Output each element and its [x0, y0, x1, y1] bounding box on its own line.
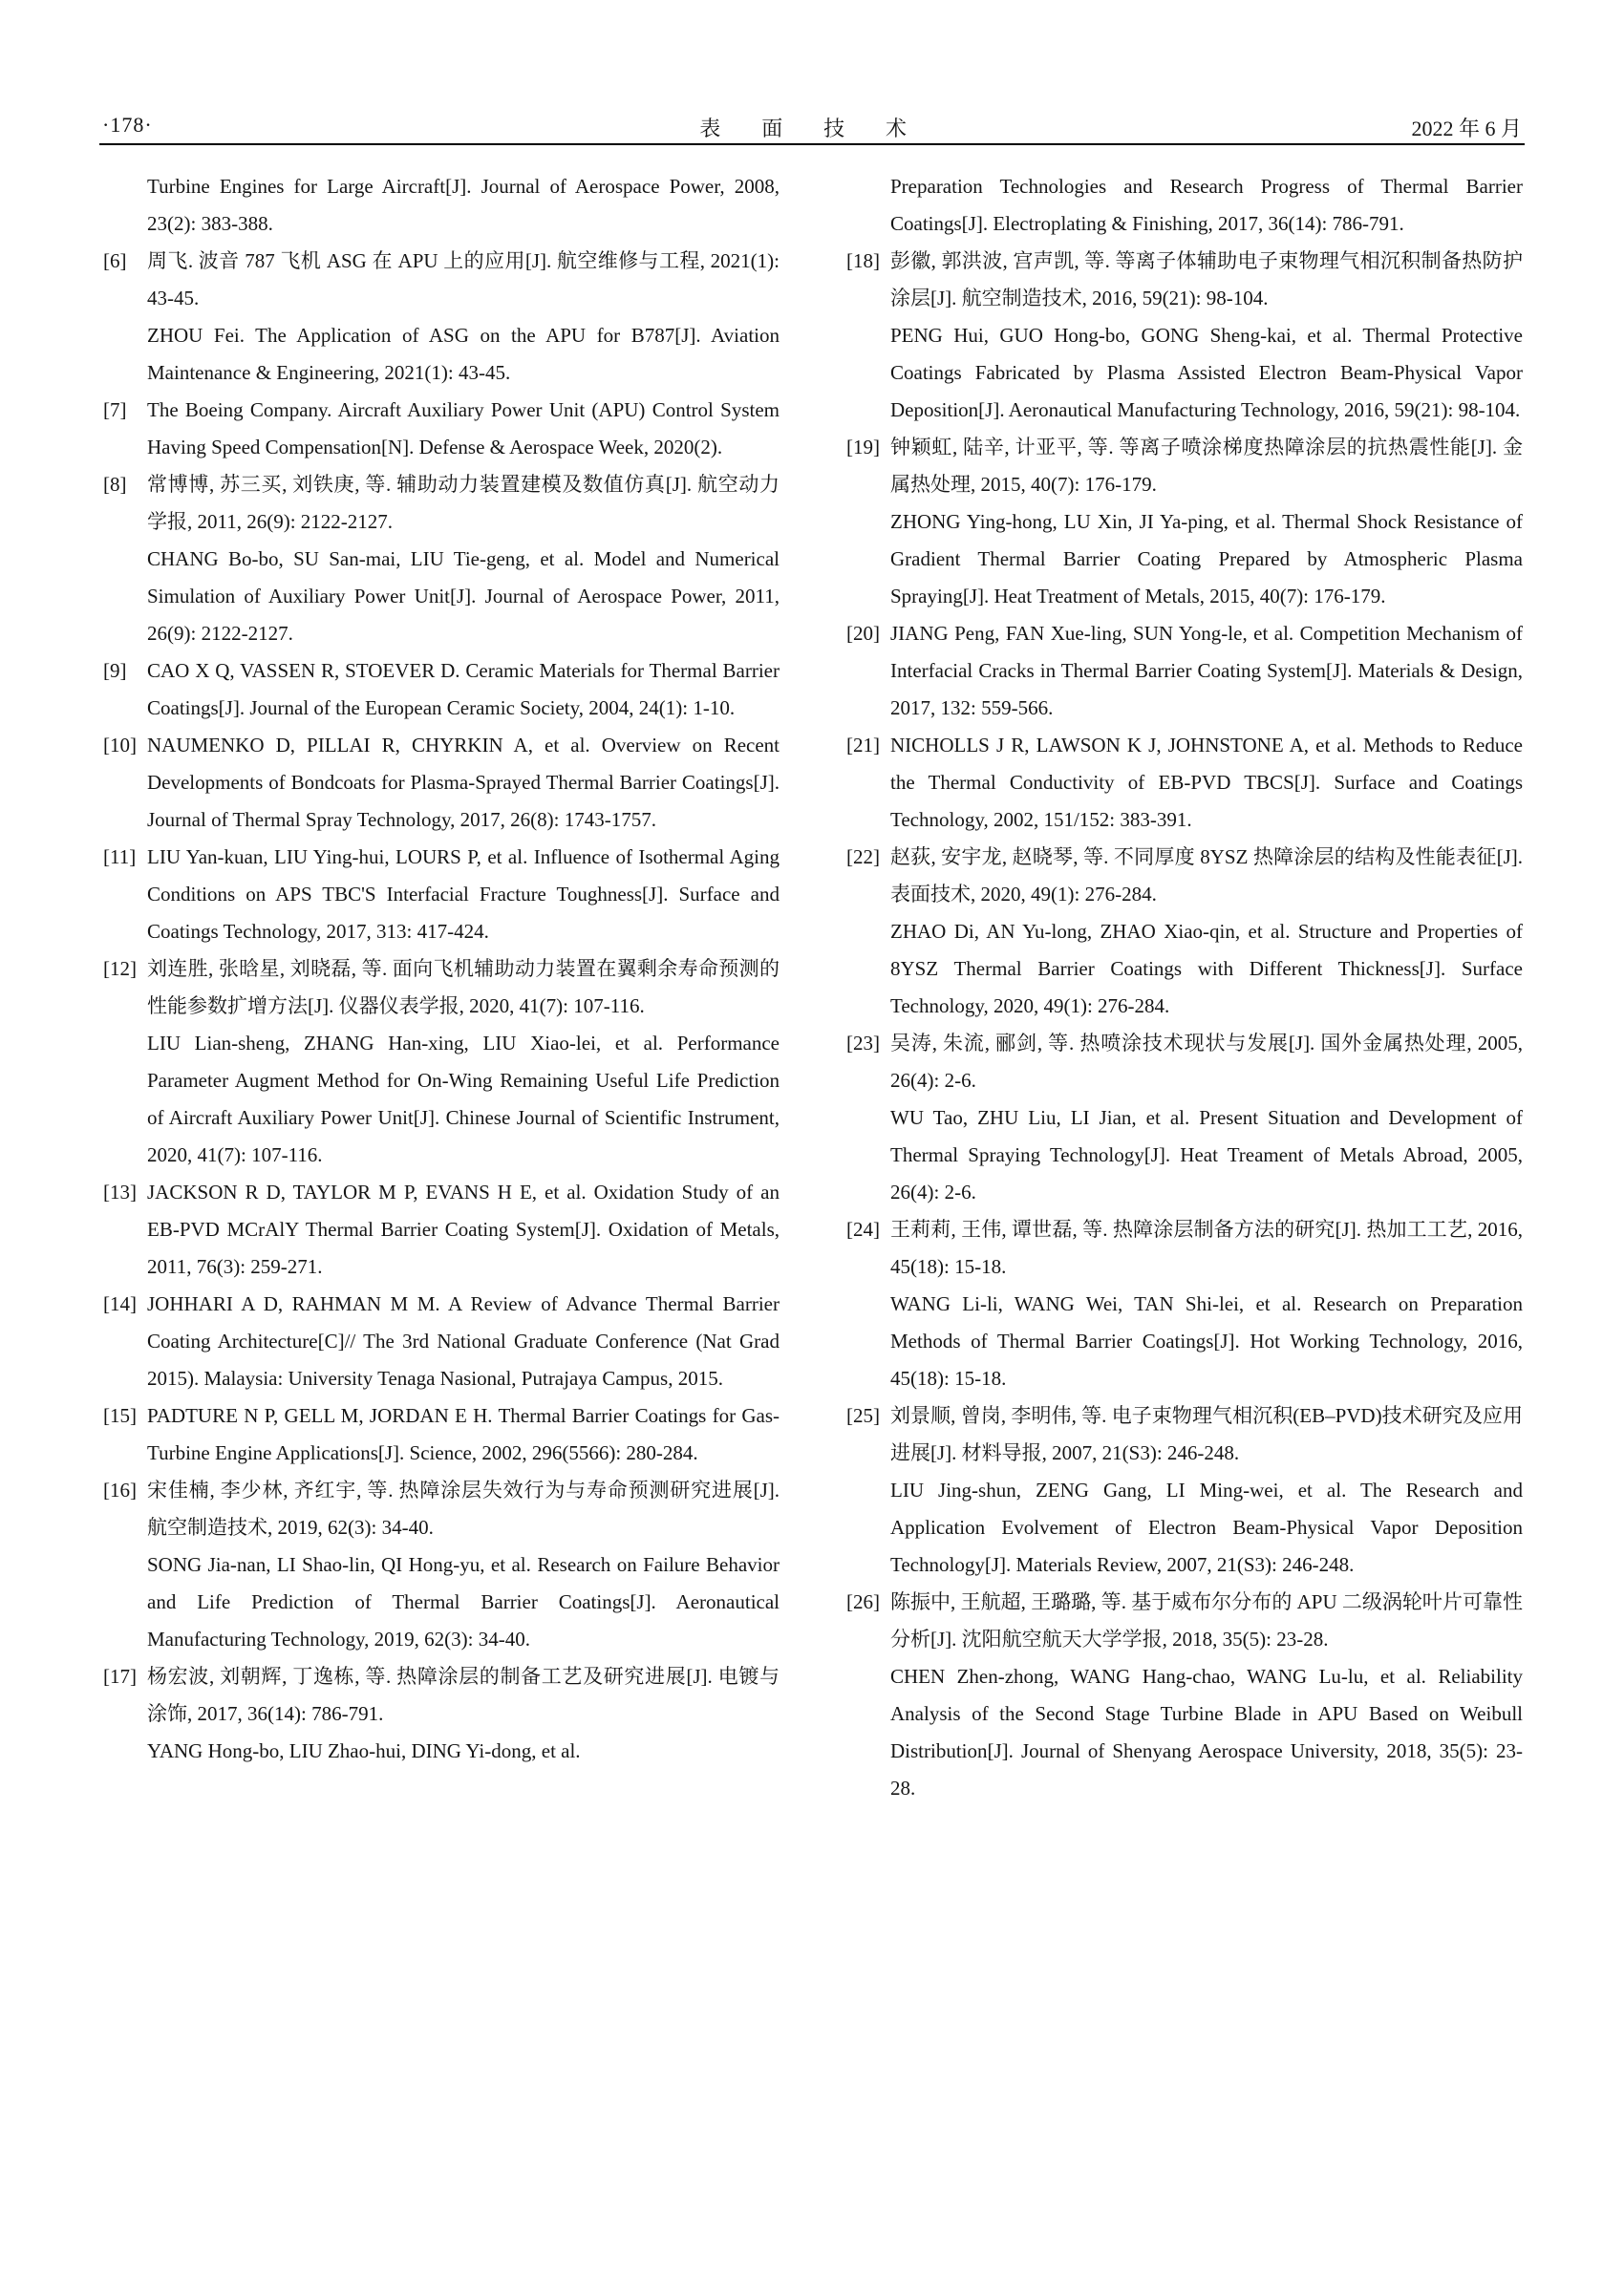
- reference-item: [846, 839, 1523, 1025]
- reference-number: [9]: [103, 659, 127, 682]
- reference-number: [11]: [103, 845, 137, 868]
- reference-item: [846, 429, 1523, 615]
- reference-text: [147, 168, 780, 243]
- header-divider-rule: [99, 143, 1525, 145]
- reference-text: [890, 243, 1523, 429]
- reference-paragraph: 赵荻, 安宇龙, 赵晓琴, 等. 不同厚度 8YSZ 热障涂层的结构及性能表征[J]. 表面技术, 2020, 49(1): 276-284.: [890, 845, 1523, 906]
- reference-paragraph: 杨宏波, 刘朝辉, 丁逸栋, 等. 热障涂层的制备工艺及研究进展[J]. 电镀与涂饰, 2017, 36(14): 786-791.: [147, 1665, 780, 1725]
- reference-text: [890, 615, 1523, 727]
- reference-text: [147, 243, 780, 392]
- page-number: ·178·: [102, 113, 153, 137]
- reference-item: [846, 615, 1523, 727]
- reference-text: [890, 1211, 1523, 1397]
- reference-paragraph: ZHOU Fei. The Application of ASG on the APU for B787[J]. Aviation Maintenance & Engineering, 2021(1): 43-45.: [147, 324, 780, 384]
- reference-text: [147, 1472, 780, 1658]
- reference-paragraph: ZHAO Di, AN Yu-long, ZHAO Xiao-qin, et al. Structure and Properties of 8YSZ Thermal Barrier Coatings with Different Thickness[J]. Surface Technology, 2020, 49(1): 276-284.: [890, 920, 1523, 1017]
- reference-paragraph: 刘景顺, 曾岗, 李明伟, 等. 电子束物理气相沉积(EB–PVD)技术研究及应用进展[J]. 材料导报, 2007, 21(S3): 246-248.: [890, 1404, 1523, 1464]
- reference-number: [17]: [103, 1665, 137, 1688]
- reference-paragraph: Turbine Engines for Large Aircraft[J]. Journal of Aerospace Power, 2008, 23(2): 383-388.: [147, 175, 780, 235]
- reference-text: [890, 1025, 1523, 1211]
- reference-text: [890, 429, 1523, 615]
- reference-number: [20]: [846, 622, 880, 645]
- reference-text: [890, 839, 1523, 1025]
- reference-number: [25]: [846, 1404, 880, 1427]
- references-left-column: [103, 168, 780, 1770]
- reference-number: [21]: [846, 734, 880, 756]
- reference-number: [22]: [846, 845, 880, 868]
- reference-paragraph: 常博博, 苏三买, 刘铁庚, 等. 辅助动力装置建模及数值仿真[J]. 航空动力学报, 2011, 26(9): 2122-2127.: [147, 473, 780, 533]
- reference-text: [147, 727, 780, 839]
- reference-item: [103, 727, 780, 839]
- reference-number: [8]: [103, 473, 127, 496]
- reference-item: [103, 839, 780, 950]
- reference-number: [15]: [103, 1404, 137, 1427]
- reference-paragraph: JOHHARI A D, RAHMAN M M. A Review of Advance Thermal Barrier Coating Architecture[C]// The 3rd National Graduate Conference (Nat Grad 2015). Malaysia: University Tenaga Nasional, Putrajaya Campus, 2015.: [147, 1292, 780, 1390]
- reference-paragraph: ZHONG Ying-hong, LU Xin, JI Ya-ping, et al. Thermal Shock Resistance of Gradient Thermal Barrier Coating Prepared by Atmospheric Plasma Spraying[J]. Heat Treatment of Metals, 2015, 40(7): 176-179.: [890, 510, 1523, 607]
- reference-paragraph: 陈振中, 王航超, 王璐璐, 等. 基于威布尔分布的 APU 二级涡轮叶片可靠性分析[J]. 沈阳航空航天大学学报, 2018, 35(5): 23-28.: [890, 1590, 1523, 1651]
- reference-paragraph: WU Tao, ZHU Liu, LI Jian, et al. Present Situation and Development of Thermal Spraying Technology[J]. Heat Treament of Metals Abroad, 2005, 26(4): 2-6.: [890, 1106, 1523, 1204]
- reference-paragraph: 钟颖虹, 陆辛, 计亚平, 等. 等离子喷涂梯度热障涂层的抗热震性能[J]. 金属热处理, 2015, 40(7): 176-179.: [890, 436, 1523, 496]
- reference-paragraph: LIU Yan-kuan, LIU Ying-hui, LOURS P, et al. Influence of Isothermal Aging Conditions on APS TBC'S Interfacial Fracture Toughness[J]. Surface and Coatings Technology, 2017, 313: 417-424.: [147, 845, 780, 943]
- reference-item: [846, 168, 1523, 243]
- reference-number: [26]: [846, 1590, 880, 1613]
- reference-item: [846, 1397, 1523, 1584]
- reference-text: [890, 727, 1523, 839]
- reference-paragraph: NICHOLLS J R, LAWSON K J, JOHNSTONE A, et al. Methods to Reduce the Thermal Conductivity of EB-PVD TBCS[J]. Surface and Coatings Technology, 2002, 151/152: 383-391.: [890, 734, 1523, 831]
- reference-text: [147, 950, 780, 1174]
- reference-item: [103, 1397, 780, 1472]
- reference-number: [10]: [103, 734, 137, 756]
- reference-text: [147, 466, 780, 652]
- reference-paragraph: CAO X Q, VASSEN R, STOEVER D. Ceramic Materials for Thermal Barrier Coatings[J]. Journal of the European Ceramic Society, 2004, 24(1): 1-10.: [147, 659, 780, 719]
- reference-item: [103, 652, 780, 727]
- reference-paragraph: JIANG Peng, FAN Xue-ling, SUN Yong-le, et al. Competition Mechanism of Interfacial Cracks in Thermal Barrier Coating System[J]. Materials & Design, 2017, 132: 559-566.: [890, 622, 1523, 719]
- reference-item: [103, 950, 780, 1174]
- page-header: [102, 111, 1522, 143]
- reference-item: [103, 1286, 780, 1397]
- reference-number: [13]: [103, 1181, 137, 1204]
- reference-paragraph: PENG Hui, GUO Hong-bo, GONG Sheng-kai, et al. Thermal Protective Coatings Fabricated by Plasma Assisted Electron Beam-Physical Vapor Deposition[J]. Aeronautical Manufacturing Technology, 2016, 59(21): 98-104.: [890, 324, 1523, 421]
- reference-text: [147, 392, 780, 466]
- reference-number: [23]: [846, 1032, 880, 1055]
- reference-item: [846, 1025, 1523, 1211]
- reference-text: [147, 1174, 780, 1286]
- reference-paragraph: 周飞. 波音 787 飞机 ASG 在 APU 上的应用[J]. 航空维修与工程, 2021(1): 43-45.: [147, 249, 780, 309]
- reference-paragraph: 宋佳楠, 李少林, 齐红宇, 等. 热障涂层失效行为与寿命预测研究进展[J]. 航空制造技术, 2019, 62(3): 34-40.: [147, 1479, 780, 1539]
- reference-text: [147, 1286, 780, 1397]
- reference-paragraph: CHANG Bo-bo, SU San-mai, LIU Tie-geng, et al. Model and Numerical Simulation of Auxiliary Power Unit[J]. Journal of Aerospace Power, 2011, 26(9): 2122-2127.: [147, 547, 780, 645]
- reference-item: [846, 243, 1523, 429]
- reference-text: [890, 168, 1523, 243]
- reference-paragraph: LIU Lian-sheng, ZHANG Han-xing, LIU Xiao-lei, et al. Performance Parameter Augment Method for On-Wing Remaining Useful Life Prediction of Aircraft Auxiliary Power Unit[J]. Chinese Journal of Scientific Instrument, 2020, 41(7): 107-116.: [147, 1032, 780, 1166]
- reference-item: [846, 727, 1523, 839]
- reference-number: [16]: [103, 1479, 137, 1502]
- reference-number: [19]: [846, 436, 880, 458]
- reference-number: [6]: [103, 249, 127, 272]
- reference-text: [147, 839, 780, 950]
- reference-paragraph: SONG Jia-nan, LI Shao-lin, QI Hong-yu, et al. Research on Failure Behavior and Life Prediction of Thermal Barrier Coatings[J]. Aeronautical Manufacturing Technology, 2019, 62(3): 34-40.: [147, 1553, 780, 1651]
- reference-number: [12]: [103, 957, 137, 980]
- reference-item: [103, 392, 780, 466]
- reference-item: [846, 1584, 1523, 1807]
- reference-item: [103, 1472, 780, 1658]
- reference-paragraph: 吴涛, 朱流, 郦剑, 等. 热喷涂技术现状与发展[J]. 国外金属热处理, 2005, 26(4): 2-6.: [890, 1032, 1523, 1092]
- reference-item: [103, 1658, 780, 1770]
- reference-paragraph: 彭徽, 郭洪波, 宫声凯, 等. 等离子体辅助电子束物理气相沉积制备热防护涂层[J]. 航空制造技术, 2016, 59(21): 98-104.: [890, 249, 1523, 309]
- reference-paragraph: YANG Hong-bo, LIU Zhao-hui, DING Yi-dong, et al.: [147, 1739, 581, 1762]
- reference-item: [103, 243, 780, 392]
- reference-number: [18]: [846, 249, 880, 272]
- reference-item: [103, 1174, 780, 1286]
- reference-text: [147, 1658, 780, 1770]
- reference-number: [24]: [846, 1218, 880, 1241]
- reference-paragraph: The Boeing Company. Aircraft Auxiliary Power Unit (APU) Control System Having Speed Compensation[N]. Defense & Aerospace Week, 2020(2).: [147, 398, 780, 458]
- references-content: [103, 168, 1523, 1807]
- references-right-column: [846, 168, 1523, 1807]
- reference-text: [890, 1584, 1523, 1807]
- reference-paragraph: CHEN Zhen-zhong, WANG Hang-chao, WANG Lu-lu, et al. Reliability Analysis of the Second Stage Turbine Blade in APU Based on Weibull Distribution[J]. Journal of Shenyang Aerospace University, 2018, 35(5): 23-28.: [890, 1665, 1523, 1800]
- journal-title: 表 面 技 术: [699, 117, 925, 140]
- reference-item: [103, 168, 780, 243]
- reference-text: [147, 1397, 780, 1472]
- reference-paragraph: LIU Jing-shun, ZENG Gang, LI Ming-wei, et al. The Research and Application Evolvement of Electron Beam-Physical Vapor Deposition Technology[J]. Materials Review, 2007, 21(S3): 246-248.: [890, 1479, 1523, 1576]
- reference-paragraph: NAUMENKO D, PILLAI R, CHYRKIN A, et al. Overview on Recent Developments of Bondcoats for Plasma-Sprayed Thermal Barrier Coatings[J]. Journal of Thermal Spray Technology, 2017, 26(8): 1743-1757.: [147, 734, 780, 831]
- reference-paragraph: 王莉莉, 王伟, 谭世磊, 等. 热障涂层制备方法的研究[J]. 热加工工艺, 2016, 45(18): 15-18.: [890, 1218, 1523, 1278]
- reference-text: [147, 652, 780, 727]
- reference-number: [14]: [103, 1292, 137, 1315]
- issue-date: 2022 年 6 月: [1411, 117, 1522, 140]
- reference-number: [7]: [103, 398, 127, 421]
- reference-paragraph: PADTURE N P, GELL M, JORDAN E H. Thermal Barrier Coatings for Gas-Turbine Engine Applications[J]. Science, 2002, 296(5566): 280-284.: [147, 1404, 780, 1464]
- reference-item: [103, 466, 780, 652]
- reference-paragraph: JACKSON R D, TAYLOR M P, EVANS H E, et al. Oxidation Study of an EB-PVD MCrAlY Thermal Barrier Coating System[J]. Oxidation of Metals, 2011, 76(3): 259-271.: [147, 1181, 780, 1278]
- reference-text: [890, 1397, 1523, 1584]
- reference-paragraph: WANG Li-li, WANG Wei, TAN Shi-lei, et al. Research on Preparation Methods of Thermal Barrier Coatings[J]. Hot Working Technology, 2016, 45(18): 15-18.: [890, 1292, 1523, 1390]
- reference-paragraph: Preparation Technologies and Research Progress of Thermal Barrier Coatings[J]. Electroplating & Finishing, 2017, 36(14): 786-791.: [890, 175, 1523, 235]
- reference-paragraph: 刘连胜, 张晗星, 刘晓磊, 等. 面向飞机辅助动力装置在翼剩余寿命预测的性能参数扩增方法[J]. 仪器仪表学报, 2020, 41(7): 107-116.: [147, 957, 780, 1017]
- reference-item: [846, 1211, 1523, 1397]
